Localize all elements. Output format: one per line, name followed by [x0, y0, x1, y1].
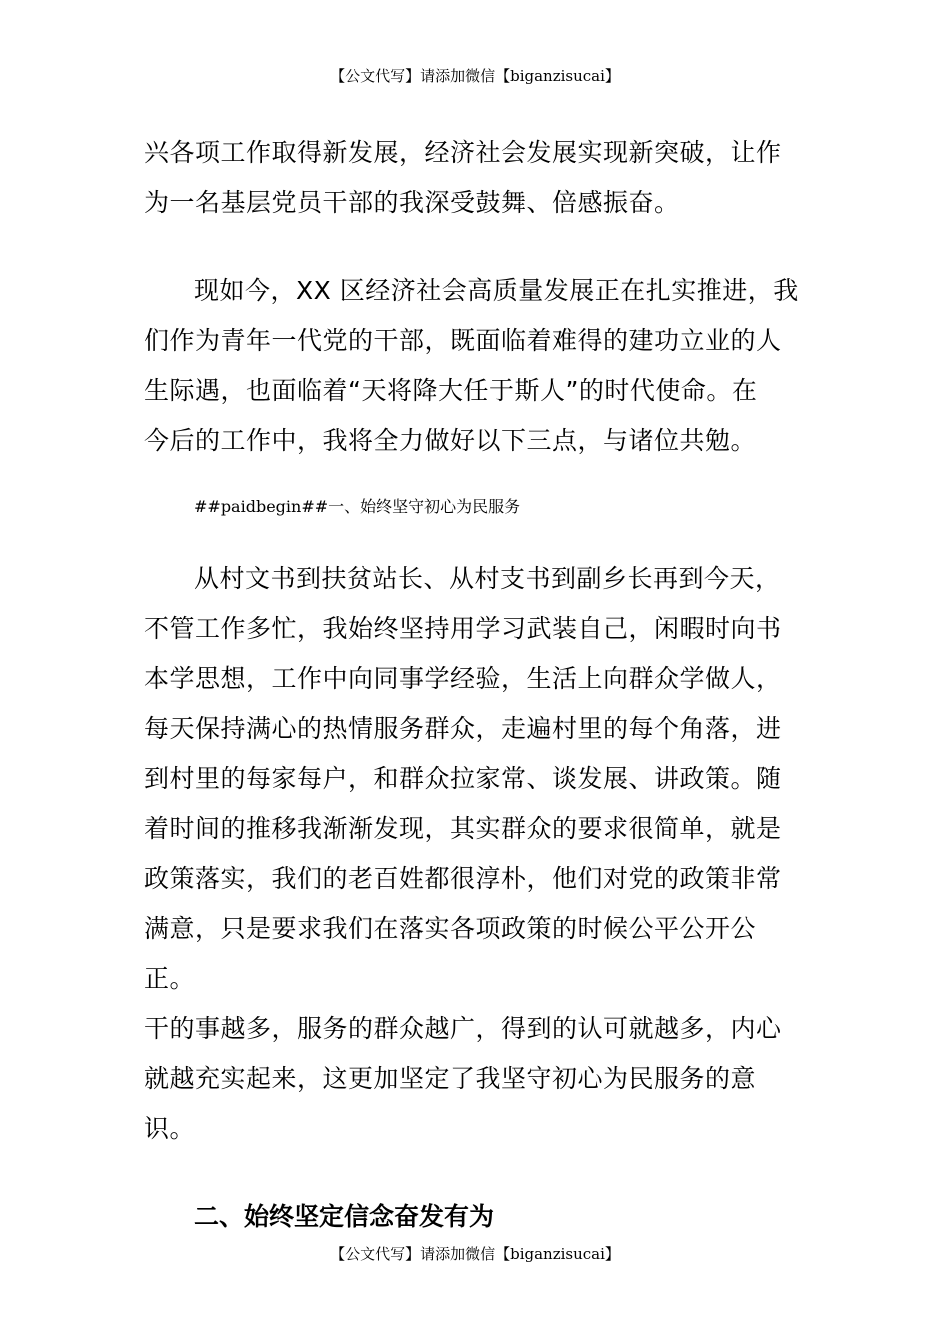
text-line: 到村里的每家每户，和群众拉家常、谈发展、讲政策。随 — [144, 764, 782, 793]
page-header: 【公文代写】请添加微信【biganzisucai】 — [330, 67, 620, 85]
page-footer: 【公文代写】请添加微信【biganzisucai】 — [330, 1245, 620, 1263]
text-line: 满意，只是要求我们在落实各项政策的时候公平公开公正。 — [144, 914, 757, 993]
section-heading-1: ##paidbegin##一、始终坚守初心为民服务 — [194, 497, 521, 516]
text-line: 就越充实起来，这更加坚定了我坚守初心为民服务的意识。 — [144, 1064, 757, 1143]
text-line: 们作为青年一代党的干部，既面临着难得的建功立业的人 — [144, 326, 782, 355]
document-body — [144, 128, 804, 1242]
text-line: 从村文书到扶贫站长、从村支书到副乡长再到今天， — [194, 564, 781, 593]
text-line: 政策落实，我们的老百姓都很淳朴，他们对党的政策非常 — [144, 864, 782, 893]
text-line: 本学思想，工作中向同事学经验，生活上向群众学做人， — [144, 664, 782, 693]
text-line: 不管工作多忙，我始终坚持用学习武装自己，闲暇时向书 — [144, 614, 782, 643]
text-line: 生际遇，也面临着“天将降大任于斯人”的时代使命。在 — [144, 376, 758, 405]
paragraph-section-1 — [144, 554, 804, 1154]
text-line: 每天保持满心的热情服务群众，走遍村里的每个角落，进 — [144, 714, 782, 743]
text-line: 兴各项工作取得新发展，经济社会发展实现新突破，让作 — [144, 138, 782, 167]
section-heading-2: 二、始终坚定信念奋发有为 — [194, 1202, 495, 1231]
text-line: 现如今，XX 区经济社会高质量发展正在扎实推进，我 — [194, 276, 799, 305]
paragraph-intro — [144, 266, 804, 466]
text-line: 今后的工作中，我将全力做好以下三点，与诸位共勉。 — [144, 426, 757, 455]
text-line: 着时间的推移我渐渐发现，其实群众的要求很简单，就是 — [144, 814, 782, 843]
paragraph-continuation — [144, 128, 804, 228]
text-line: 干的事越多，服务的群众越广，得到的认可就越多，内心 — [144, 1014, 782, 1043]
text-line: 为一名基层党员干部的我深受鼓舞、倍感振奋。 — [144, 188, 680, 217]
